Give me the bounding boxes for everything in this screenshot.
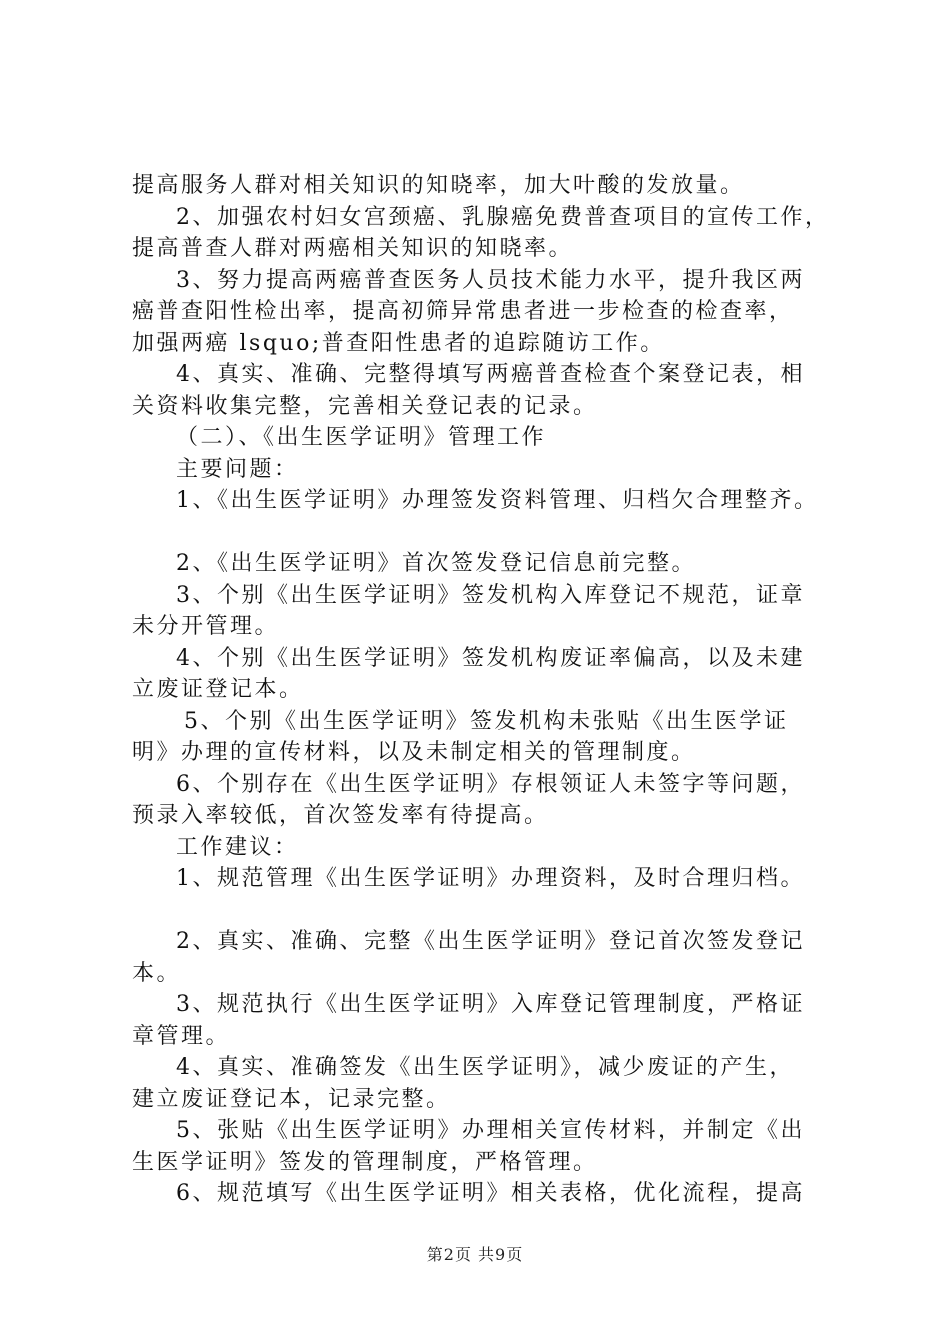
body-line: 2、真实、准确、完整《出生医学证明》登记首次签发登记: [176, 929, 805, 954]
paragraph-gap: [132, 895, 852, 927]
body-line: 加强两癌 lsquo;普查阳性患者的追踪随访工作。: [132, 330, 665, 356]
body-line: 建立废证登记本，记录完整。: [132, 1086, 451, 1112]
document-body: [132, 170, 852, 1210]
subheading-main-problems: 主要问题：: [176, 456, 299, 482]
paragraph-gap: [132, 517, 852, 549]
body-line: 1、规范管理《出生医学证明》办理资料，及时合理归档。: [176, 866, 805, 891]
body-line: 4、真实、准确、完整得填写两癌普查检查个案登记表，相: [176, 362, 805, 387]
body-line: 1、《出生医学证明》办理签发资料管理、归档欠合理整齐。: [176, 488, 819, 513]
body-line: 3、努力提高两癌普查医务人员技术能力水平，提升我区两: [176, 267, 805, 293]
body-line: 3、规范执行《出生医学证明》入库登记管理制度，严格证: [176, 992, 805, 1017]
body-line: 预录入率较低，首次签发率有待提高。: [132, 803, 549, 828]
body-line: 立废证登记本。: [132, 677, 304, 702]
body-line: 3、个别《出生医学证明》签发机构入库登记不规范，证章: [176, 582, 805, 608]
section-heading: （二）、《出生医学证明》管理工作: [176, 425, 547, 450]
body-line: 5、个别《出生医学证明》签发机构未张贴《出生医学证: [184, 708, 789, 734]
body-line: 本。: [132, 960, 182, 986]
body-line: 章管理。: [132, 1023, 231, 1049]
body-line: 生医学证明》签发的管理制度，严格管理。: [132, 1149, 598, 1175]
body-line: 5、张贴《出生医学证明》办理相关宣传材料，并制定《出: [176, 1118, 805, 1143]
subheading-work-suggestions: 工作建议：: [176, 834, 299, 860]
body-line: 癌普查阳性检出率，提高初筛异常患者进一步检查的检查率，: [132, 299, 794, 324]
body-line: 提高服务人群对相关知识的知晓率，加大叶酸的发放量。: [132, 173, 745, 198]
body-line: 4、个别《出生医学证明》签发机构废证率偏高，以及未建: [176, 645, 805, 671]
body-line: 未分开管理。: [132, 614, 280, 639]
body-line: 2、加强农村妇女宫颈癌、乳腺癌免费普查项目的宣传工作，: [176, 204, 830, 230]
body-line: 6、个别存在《出生医学证明》存根领证人未签字等问题，: [176, 771, 805, 797]
body-line: 6、规范填写《出生医学证明》相关表格，优化流程，提高: [176, 1181, 805, 1206]
body-line: 明》办理的宣传材料，以及未制定相关的管理制度。: [132, 740, 696, 765]
body-line: 4、真实、准确签发《出生医学证明》，减少废证的产生，: [176, 1055, 794, 1080]
body-line: 提高普查人群对两癌相关知识的知晓率。: [132, 236, 574, 261]
body-line: 2、《出生医学证明》首次签发登记信息前完整。: [176, 551, 696, 576]
body-line: 关资料收集完整，完善相关登记表的记录。: [132, 393, 598, 419]
page-number-footer: 第2页 共9页: [426, 1245, 524, 1264]
